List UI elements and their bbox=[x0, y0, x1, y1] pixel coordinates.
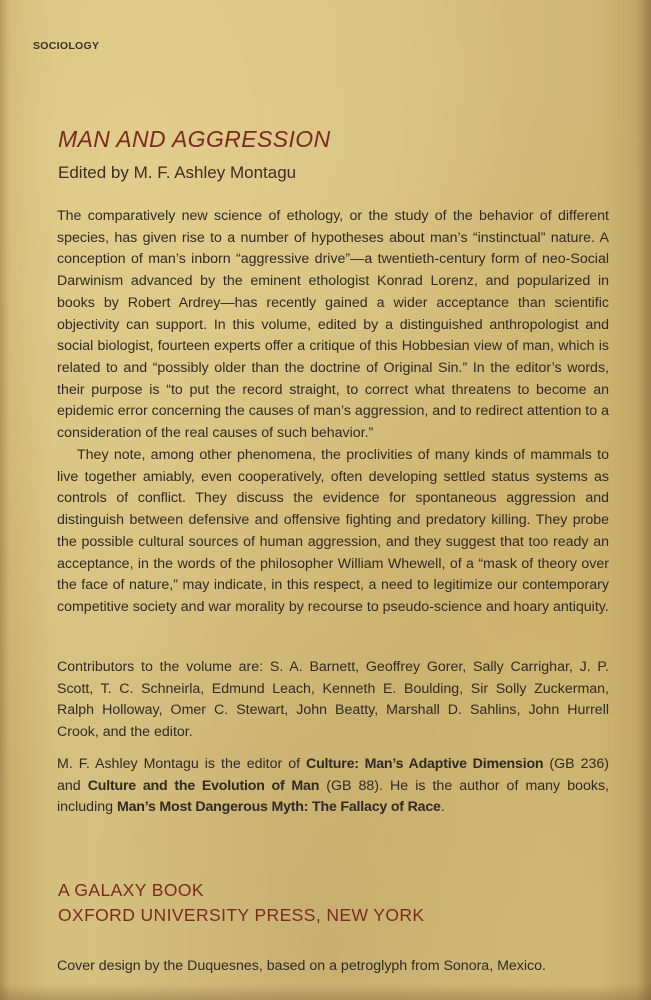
author-bio-text-3: (GB 88). He is the author of many books, including bbox=[57, 777, 609, 816]
author-bio-text-2: (GB 236) and bbox=[57, 756, 609, 794]
cover-right-edge-shading bbox=[637, 0, 651, 1000]
author-bio-text-4: . bbox=[440, 799, 445, 816]
imprint-publisher: OXFORD UNIVERSITY PRESS, NEW YORK bbox=[58, 905, 425, 925]
editor-line: Edited by M. F. Ashley Montagu bbox=[58, 163, 297, 182]
author-bio-book-3: Man’s Most Dangerous Myth: The Fallacy of Race bbox=[116, 799, 441, 816]
cover-design-credit: Cover design by the Duquesnes, based on a petroglyph from Sonora, Mexico. bbox=[57, 958, 546, 974]
author-bio-book-2: Culture and the Evolution of Man bbox=[87, 777, 320, 794]
contributors-paragraph: Contributors to the volume are: S. A. Barnett, Geoffrey Gorer, Sally Carrighar, J. P. Scott, T. C. Schneirla, Edmund Leach, Kenneth E. Boulding, Sir Solly Zuckerman, Ralph Holloway, Omer C. Stewart, John Beatty, Marshall D. Sahlins, John Hurrell Crook, and the editor. bbox=[57, 659, 609, 741]
author-bio-text-1: M. F. Ashley Montagu is the editor of bbox=[57, 756, 307, 772]
cover-bottom-edge-shading bbox=[0, 984, 651, 1000]
description-paragraph-2: They note, among other phenomena, the proclivities of many kinds of mammals to live together amiably, even cooperatively, often developing settled status systems as controls of conflict. They discuss the evidence for spontaneous aggression and distinguish between defensive and offensive fighting and predatory killing. They probe the possible cultural sources of human aggression, and they suggest that too ready an acceptance, in the words of the philosopher William Whewell, of a “mask of theory over the face of nature,” may indicate, in this respect, a need to legitimize our contemporary competitive society and war morality by recourse to pseudo-science and hoary antiquity. bbox=[57, 447, 609, 615]
category-label: SOCIOLOGY bbox=[33, 40, 100, 52]
book-title: MAN AND AGGRESSION bbox=[58, 126, 331, 152]
description-paragraph-1: The comparatively new science of ethology, or the study of the behavior of different species, has given rise to a number of hypotheses about man’s “instinctual” nature. A conception of man’s inborn “aggressive drive”—a twentieth-century form of neo-Social Darwinism advanced by the eminent ethologist Konrad Lorenz, and popularized in books by Robert Ardrey—has recently gained a wider acceptance than scientific objectivity can support. In this volume, edited by a distinguished anthropologist and social biologist, fourteen experts offer a critique of this Hobbesian view of man, which is related to and “possibly older than the doctrine of Original Sin.” In the editor’s words, their purpose is “to put the record straight, to correct what threatens to become an epidemic error concerning the causes of man’s aggression, and to redirect attention to a consideration of the real causes of such behavior.” bbox=[57, 208, 609, 442]
author-bio-book-1: Culture: Man’s Adaptive Dimension bbox=[306, 756, 544, 772]
imprint-series: A GALAXY BOOK bbox=[58, 880, 204, 900]
author-bio-paragraph bbox=[57, 754, 609, 819]
cover-left-edge-shading bbox=[0, 0, 10, 1000]
